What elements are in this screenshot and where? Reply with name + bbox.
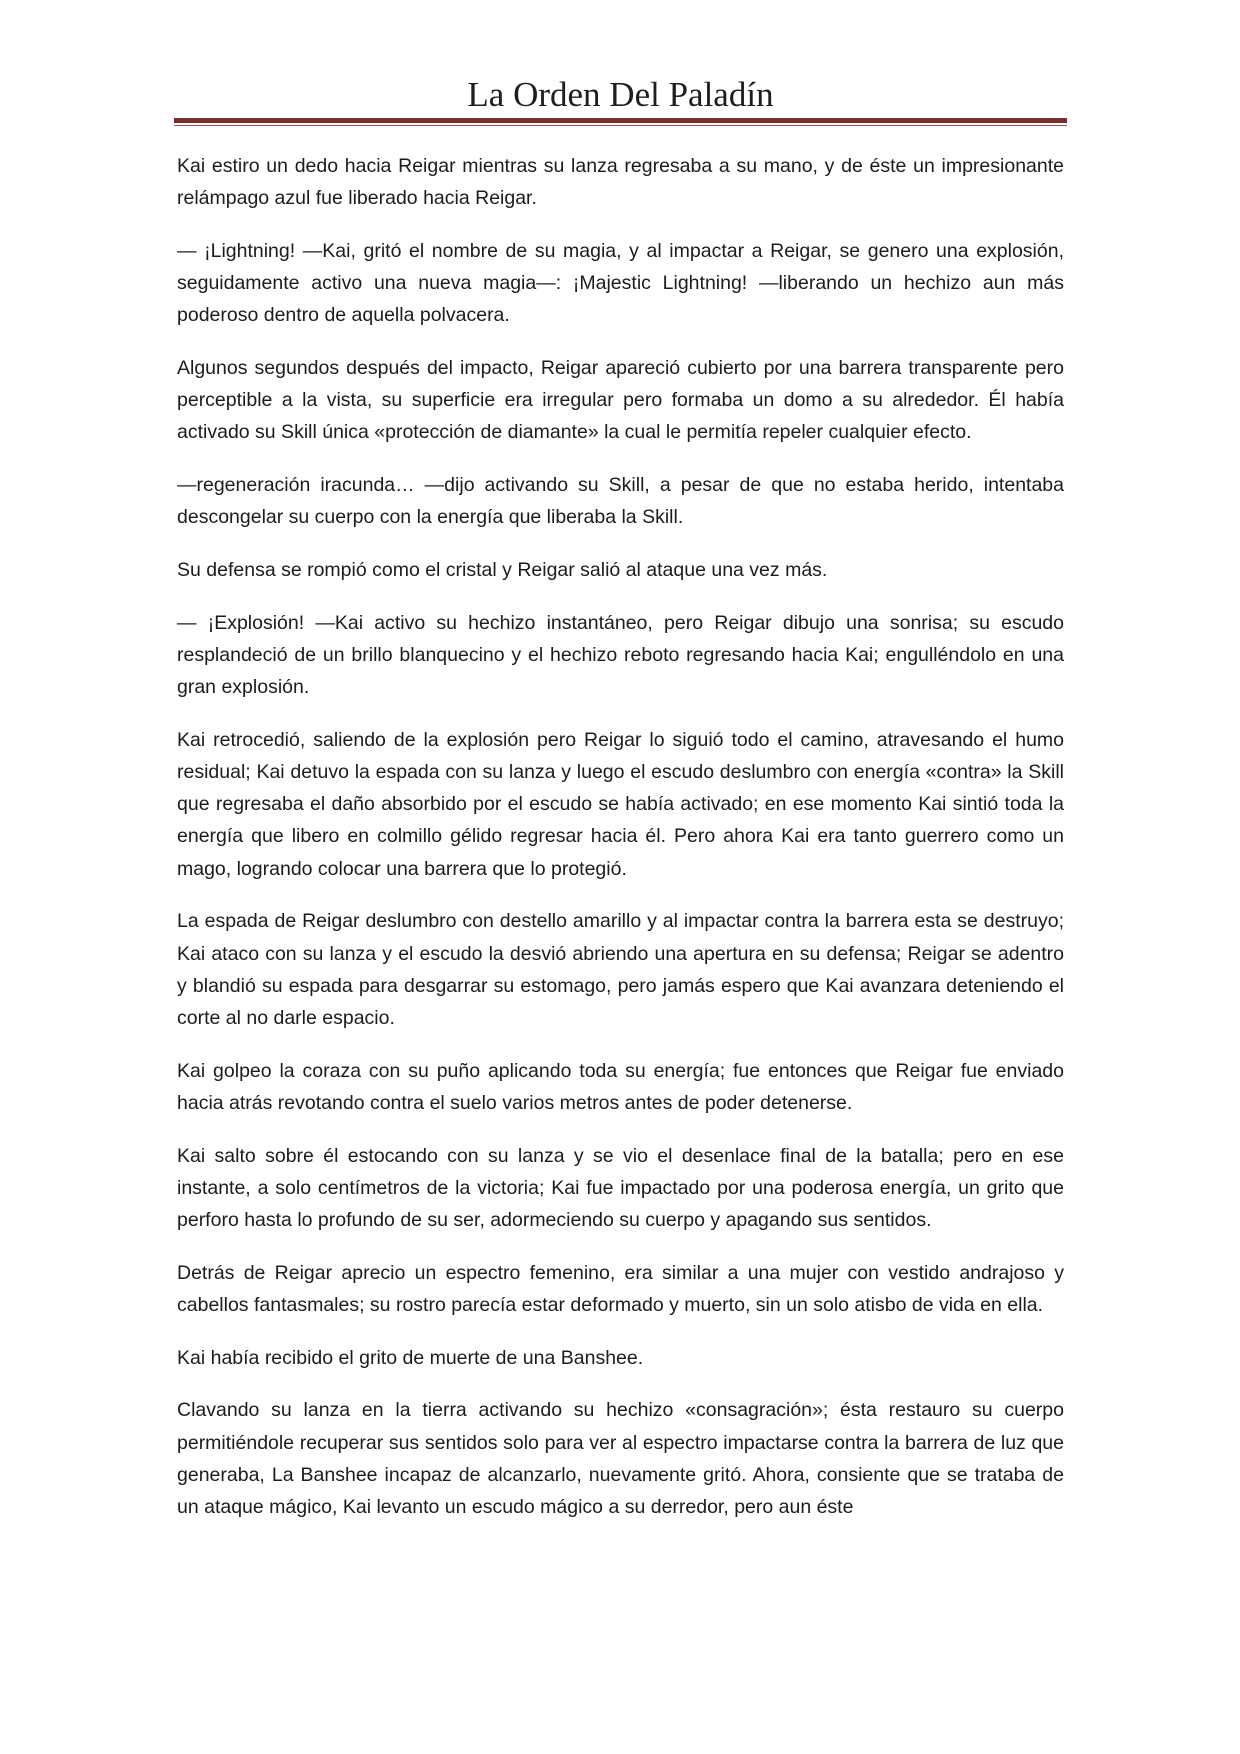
- paragraph: Clavando su lanza en la tierra activando su hechizo «consagración»; ésta restauro su cuerpo permitiéndole recuperar sus sentidos solo para ver al espectro impactarse contra la barrera de luz que generaba, La Banshee incapaz de alcanzarlo, nuevamente gritó. Ahora, consiente que se trataba de un ataque mágico, Kai levanto un escudo mágico a su derredor, pero aun éste: [177, 1399, 1064, 1518]
- paragraph: La espada de Reigar deslumbro con destello amarillo y al impactar contra la barrera esta se destruyo; Kai ataco con su lanza y el escudo la desvió abriendo una apertura en su defensa; Reigar se adentro y blandió su espada para desgarrar su estomago, pero jamás espero que Kai avanzara deteniendo el corte al no darle espacio.: [177, 910, 1064, 1029]
- paragraph: Algunos segundos después del impacto, Reigar apareció cubierto por una barrera transparente pero perceptible a la vista, su superficie era irregular pero formaba un domo a su alrededor. Él había activado su Skill única «protección de diamante» la cual le permitía repeler cualquier efecto.: [177, 357, 1064, 444]
- paragraph: Kai golpeo la coraza con su puño aplicando toda su energía; fue entonces que Reigar fue enviado hacia atrás revotando contra el suelo varios metros antes de poder detenerse.: [177, 1059, 1064, 1114]
- header-rule-thick: [174, 118, 1067, 123]
- paragraph: Detrás de Reigar aprecio un espectro femenino, era similar a una mujer con vestido andrajoso y cabellos fantasmales; su rostro parecía estar deformado y muerto, sin un solo atisbo de vida en ella.: [177, 1261, 1064, 1316]
- paragraph: — ¡Lightning! —Kai, gritó el nombre de su magia, y al impactar a Reigar, se genero una explosión, seguidamente activo una nueva magia—: ¡Majestic Lightning! —liberando un hechizo aun más poderoso dentro de aquella polvacera.: [177, 239, 1064, 327]
- paragraph: —regeneración iracunda… —dijo activando su Skill, a pesar de que no estaba herido, intentaba descongelar su cuerpo con la energía que liberaba la Skill.: [177, 474, 1064, 529]
- paragraph: Kai había recibido el grito de muerte de una Banshee.: [177, 1346, 644, 1369]
- paragraph: Kai salto sobre él estocando con su lanza y se vio el desenlace final de la batalla; pero en ese instante, a solo centímetros de la victoria; Kai fue impactado por una poderosa energía, un grito que perforo hasta lo profundo de su ser, adormeciendo su cuerpo y apagando sus sentidos.: [177, 1144, 1064, 1231]
- paragraph: Kai retrocedió, saliendo de la explosión pero Reigar lo siguió todo el camino, atravesando el humo residual; Kai detuvo la espada con su lanza y luego el escudo deslumbro con energía «contra» la Skill que regresaba el daño absorbido por el escudo se había activado; en ese momento Kai sintió toda la energía que libero en colmillo gélido regresar hacia él. Pero ahora Kai era tanto guerrero como un mago, logrando colocar una barrera que lo protegió.: [177, 728, 1064, 880]
- paragraph: Su defensa se rompió como el cristal y Reigar salió al ataque una vez más.: [177, 559, 828, 582]
- page-header-title: La Orden Del Paladín: [467, 75, 774, 114]
- header-rule-thin: [174, 125, 1067, 126]
- paragraph: Kai estiro un dedo hacia Reigar mientras su lanza regresaba a su mano, y de éste un impresionante relámpago azul fue liberado hacia Reigar.: [177, 155, 1064, 210]
- paragraph: — ¡Explosión! —Kai activo su hechizo instantáneo, pero Reigar dibujo una sonrisa; su escudo resplandeció de un brillo blanquecino y el hechizo reboto regresando hacia Kai; engulléndolo en una gran explosión.: [177, 611, 1064, 699]
- body-text: [177, 150, 1064, 1523]
